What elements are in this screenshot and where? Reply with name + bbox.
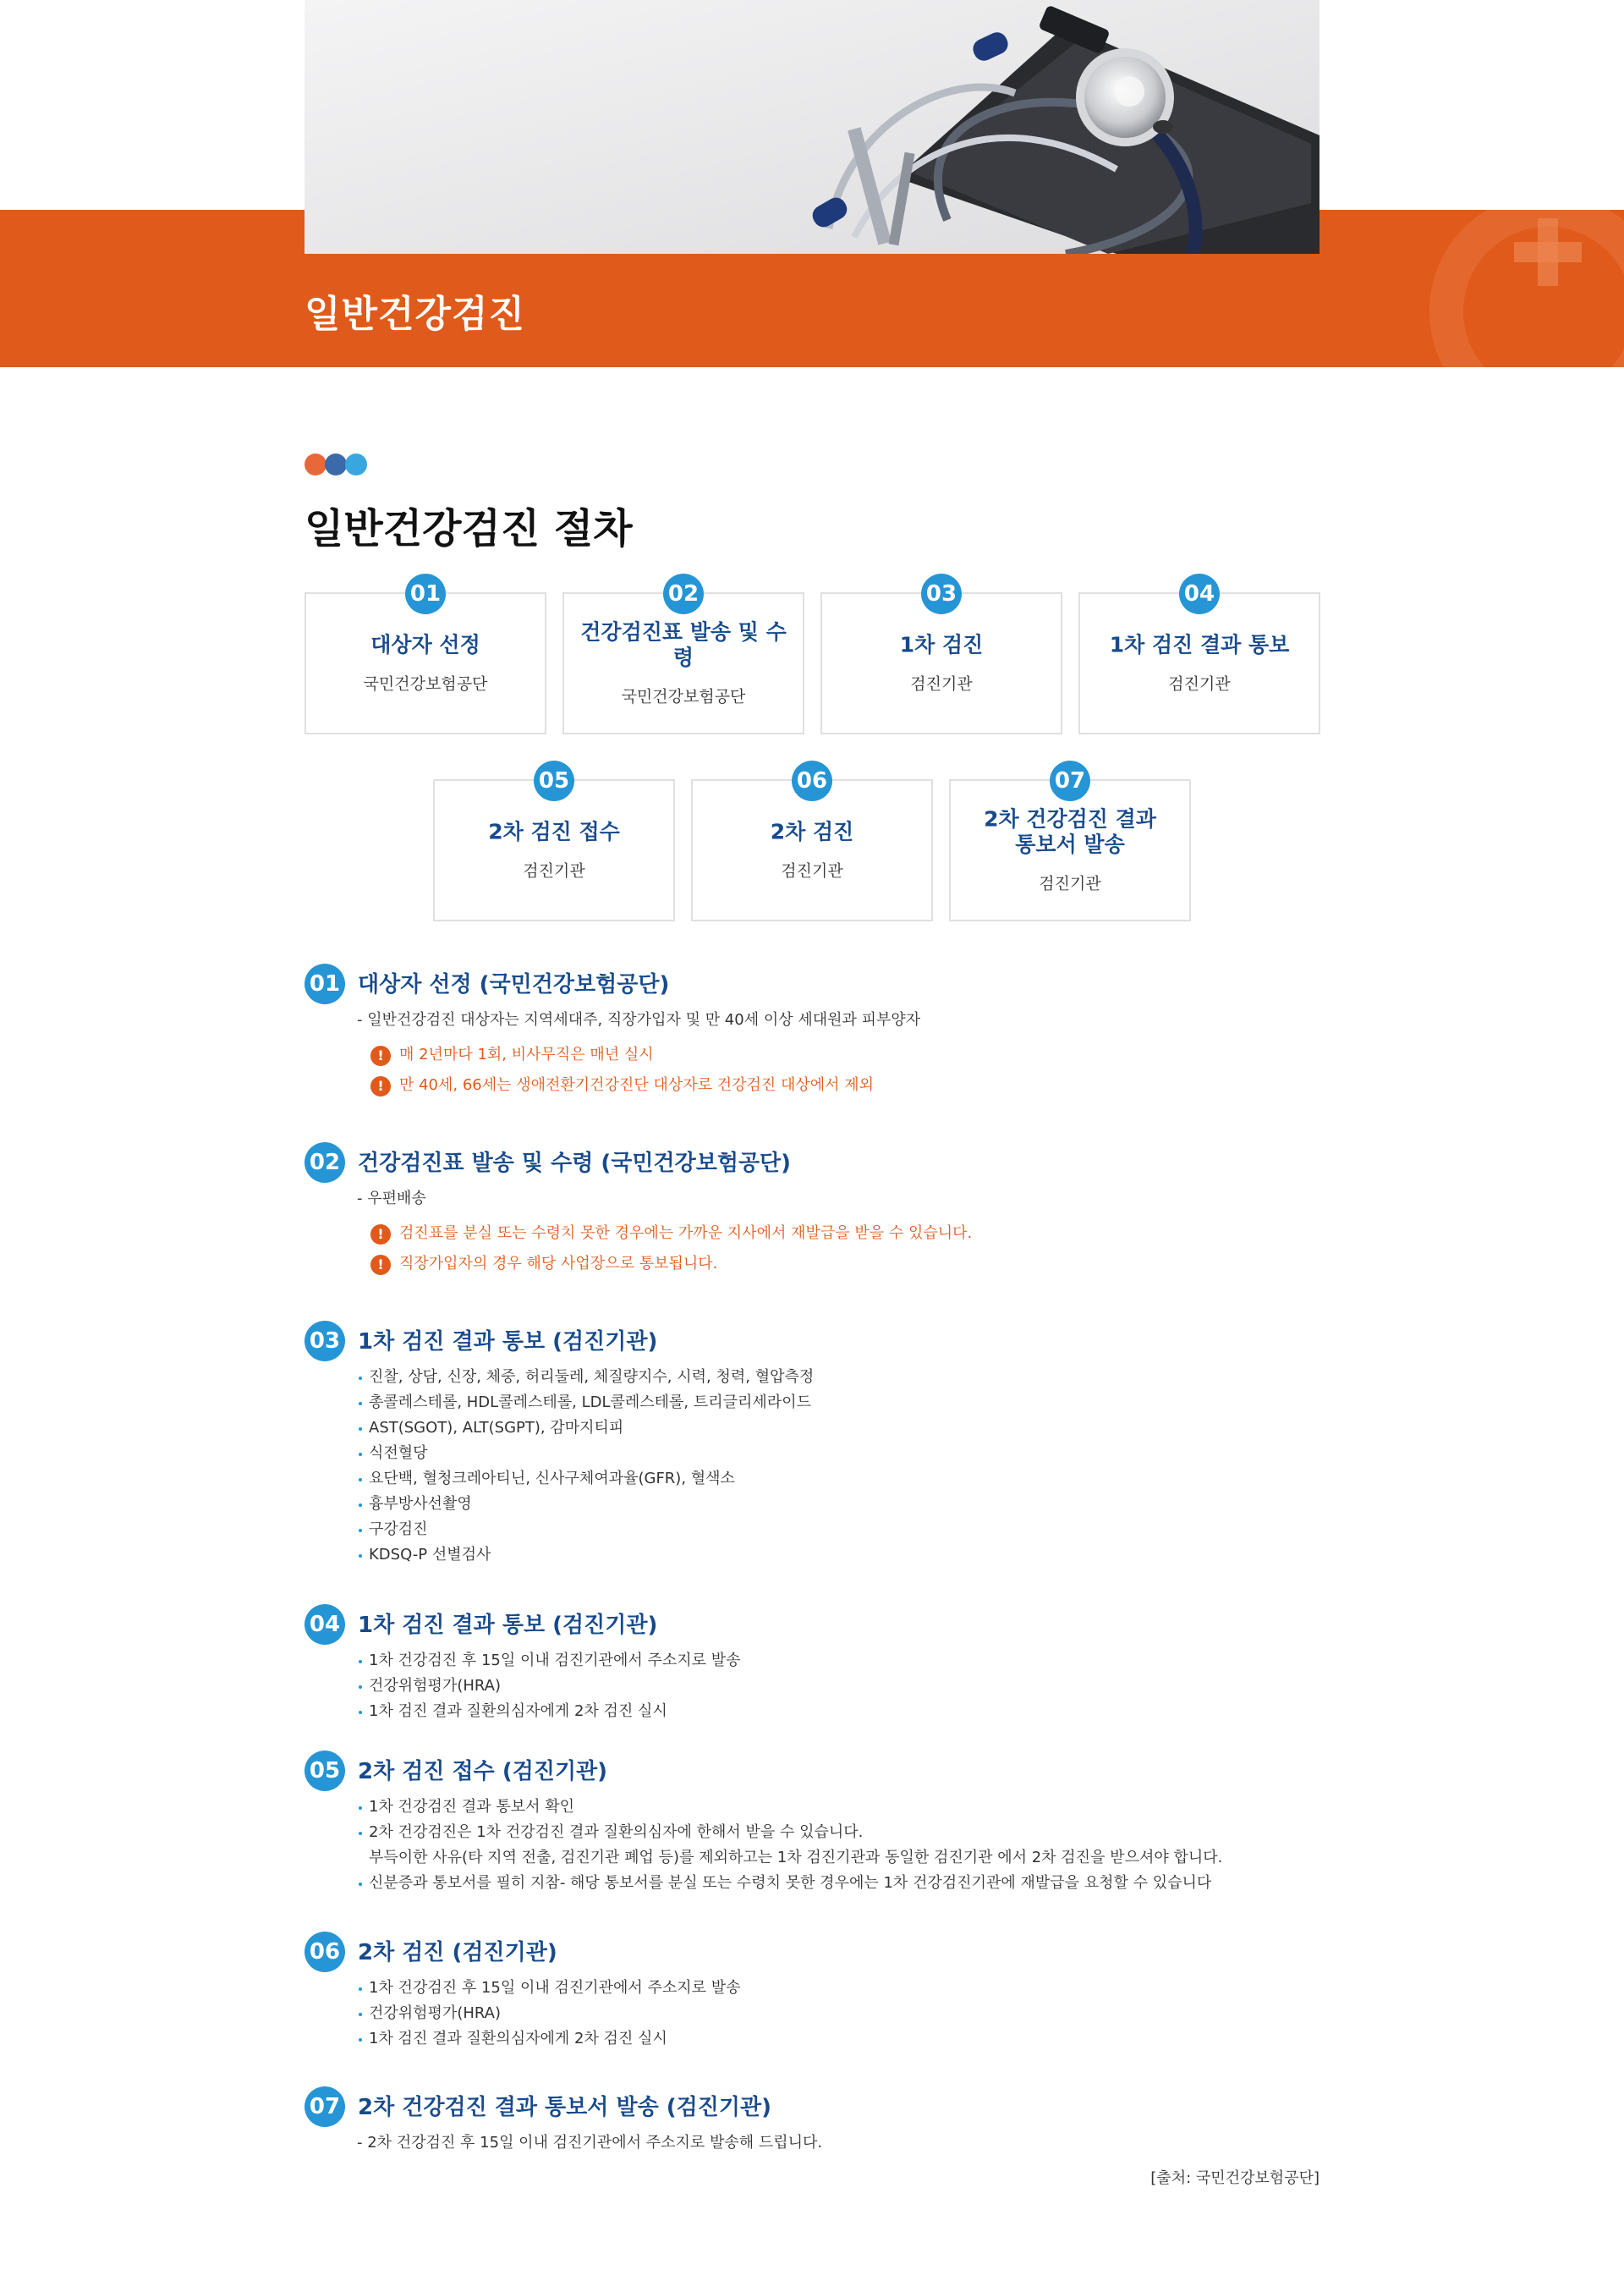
step-number: 05 bbox=[304, 1751, 345, 1791]
card-subtitle: 검진기관 bbox=[523, 861, 585, 881]
list-item: KDSQ-P 선별검사 bbox=[357, 1542, 1320, 1568]
step-title: 2차 검진 (검진기관) bbox=[358, 1940, 557, 1965]
step-title: 1차 검진 결과 통보 (검진기관) bbox=[358, 1613, 658, 1638]
card-subtitle: 검진기관 bbox=[1039, 874, 1101, 893]
hero-image bbox=[304, 0, 1320, 254]
card-subtitle: 국민건강보험공단 bbox=[621, 687, 746, 706]
list-item: 요단백, 혈청크레아티닌, 신사구체여과율(GFR), 혈색소 bbox=[357, 1466, 1320, 1492]
procedure-card-05 bbox=[433, 768, 675, 921]
step-title: 2차 건강검진 결과 통보서 발송 (검진기관) bbox=[358, 2095, 771, 2120]
card-subtitle: 검진기관 bbox=[781, 861, 843, 881]
card-title: 1차 검진 bbox=[899, 632, 984, 657]
step-text: - 일반건강검진 대상자는 지역세대주, 직장가입자 및 만 40세 이상 세대원과 피부양자 bbox=[357, 1011, 921, 1029]
source-citation: [출처: 국민건강보험공단] bbox=[1150, 2169, 1320, 2187]
section-title: 일반건강검진 절차 bbox=[304, 505, 633, 552]
card-number: 06 bbox=[792, 761, 832, 801]
procedure-card-07 bbox=[949, 768, 1191, 921]
step-title: 건강검진표 발송 및 수령 (국민건강보험공단) bbox=[358, 1151, 792, 1176]
step-title: 대상자 선정 (국민건강보험공단) bbox=[358, 972, 670, 998]
card-title: 건강검진표 발송 및 수령 bbox=[580, 619, 787, 670]
dot-navy bbox=[325, 453, 347, 475]
card-subtitle: 검진기관 bbox=[910, 674, 973, 694]
card-title-line2: 통보서 발송 bbox=[1015, 832, 1125, 857]
card-number: 03 bbox=[921, 574, 962, 614]
step-number: 06 bbox=[304, 1932, 345, 1972]
banner-title: 일반건강검진 bbox=[304, 293, 526, 336]
list-item: 식전혈당 bbox=[357, 1441, 1320, 1466]
step-title: 2차 검진 접수 (검진기관) bbox=[358, 1759, 608, 1784]
stethoscope-icon bbox=[304, 0, 1320, 254]
list-item: 1차 건강검진 후 15일 이내 검진기관에서 주소지로 발송 bbox=[357, 1648, 1320, 1674]
card-subtitle: 국민건강보험공단 bbox=[363, 674, 488, 694]
warning-item: ! 만 40세, 66세는 생애전환기건강진단 대상자로 건강검진 대상에서 제외 bbox=[370, 1070, 1320, 1101]
warning-icon: ! bbox=[370, 1046, 391, 1066]
list-item-continued: 부득이한 사유(타 지역 전출, 검진기관 폐업 등)를 제외하고는 1차 검진기관과 동일한 검진기관 에서 2차 검진을 받으셔야 합니다. bbox=[369, 1849, 1223, 1866]
procedure-card-04 bbox=[1078, 581, 1320, 734]
list-item: 1차 검진 결과 질환의심자에게 2차 검진 실시 bbox=[357, 1699, 1320, 1724]
dot-orange bbox=[304, 453, 326, 475]
list-item: 건강위험평가(HRA) bbox=[357, 1674, 1320, 1699]
list-item: 1차 건강검진 결과 통보서 확인 bbox=[357, 1795, 1320, 1820]
list-item: 건강위험평가(HRA) bbox=[357, 2001, 1320, 2026]
step-number: 07 bbox=[304, 2086, 345, 2127]
list-item: 흉부방사선촬영 bbox=[357, 1492, 1320, 1517]
step-number: 01 bbox=[304, 964, 345, 1004]
card-number: 01 bbox=[405, 574, 446, 614]
list-item: 구강검진 bbox=[357, 1517, 1320, 1542]
warning-item: ! 검진표를 분실 또는 수령치 못한 경우에는 가까운 지사에서 재발급을 받을 수 있습니다. bbox=[370, 1218, 1320, 1249]
section-dots-icon bbox=[304, 453, 365, 475]
card-title: 대상자 선정 bbox=[370, 632, 480, 657]
card-number: 07 bbox=[1050, 761, 1090, 801]
card-title: 2차 검진 접수 bbox=[488, 819, 620, 844]
card-title: 2차 검진 bbox=[770, 819, 854, 844]
card-number: 02 bbox=[663, 574, 704, 614]
procedure-card-01 bbox=[304, 581, 546, 734]
list-item: 1차 건강검진 후 15일 이내 검진기관에서 주소지로 발송 bbox=[357, 1976, 1320, 2001]
card-title: 1차 검진 결과 통보 bbox=[1109, 632, 1290, 657]
step-title: 1차 검진 결과 통보 (검진기관) bbox=[358, 1329, 658, 1355]
step-number: 03 bbox=[304, 1321, 345, 1361]
warning-icon: ! bbox=[370, 1076, 391, 1097]
procedure-card-06 bbox=[691, 768, 933, 921]
procedure-card-03 bbox=[820, 581, 1062, 734]
card-subtitle: 검진기관 bbox=[1168, 674, 1231, 694]
step-text: - 2차 건강검진 후 15일 이내 검진기관에서 주소지로 발송해 드립니다. bbox=[357, 2134, 823, 2152]
warning-icon: ! bbox=[370, 1224, 391, 1245]
list-item: 1차 검진 결과 질환의심자에게 2차 검진 실시 bbox=[357, 2026, 1320, 2052]
warning-item: ! 직장가입자의 경우 해당 사업장으로 통보됩니다. bbox=[370, 1249, 1320, 1279]
list-item: 진찰, 상담, 신장, 체중, 허리둘레, 체질량지수, 시력, 청력, 혈압측정 bbox=[357, 1365, 1320, 1390]
list-item: 2차 건강검진은 1차 건강검진 결과 질환의심자에 한해서 받을 수 있습니다. bbox=[357, 1820, 1320, 1845]
list-item: 신분증과 통보서를 필히 지참- 해당 통보서를 분실 또는 수령치 못한 경우에는 1차 건강검진기관에 재발급을 요청할 수 있습니다 bbox=[357, 1871, 1320, 1896]
step-number: 04 bbox=[304, 1604, 345, 1645]
warning-icon: ! bbox=[370, 1255, 391, 1275]
list-item: 총콜레스테롤, HDL콜레스테롤, LDL콜레스테롤, 트리글리세라이드 bbox=[357, 1390, 1320, 1415]
warning-item: ! 매 2년마다 1회, 비사무직은 매년 실시 bbox=[370, 1040, 1320, 1070]
step-number: 02 bbox=[304, 1142, 345, 1183]
list-item: AST(SGOT), ALT(SGPT), 감마지티피 bbox=[357, 1415, 1320, 1441]
card-title-line1: 2차 건강검진 결과 bbox=[984, 806, 1156, 832]
procedure-card-02 bbox=[562, 581, 804, 734]
card-number: 04 bbox=[1179, 574, 1220, 614]
card-number: 05 bbox=[534, 761, 574, 801]
step-text: - 우편배송 bbox=[357, 1190, 426, 1207]
dot-blue bbox=[345, 453, 367, 475]
